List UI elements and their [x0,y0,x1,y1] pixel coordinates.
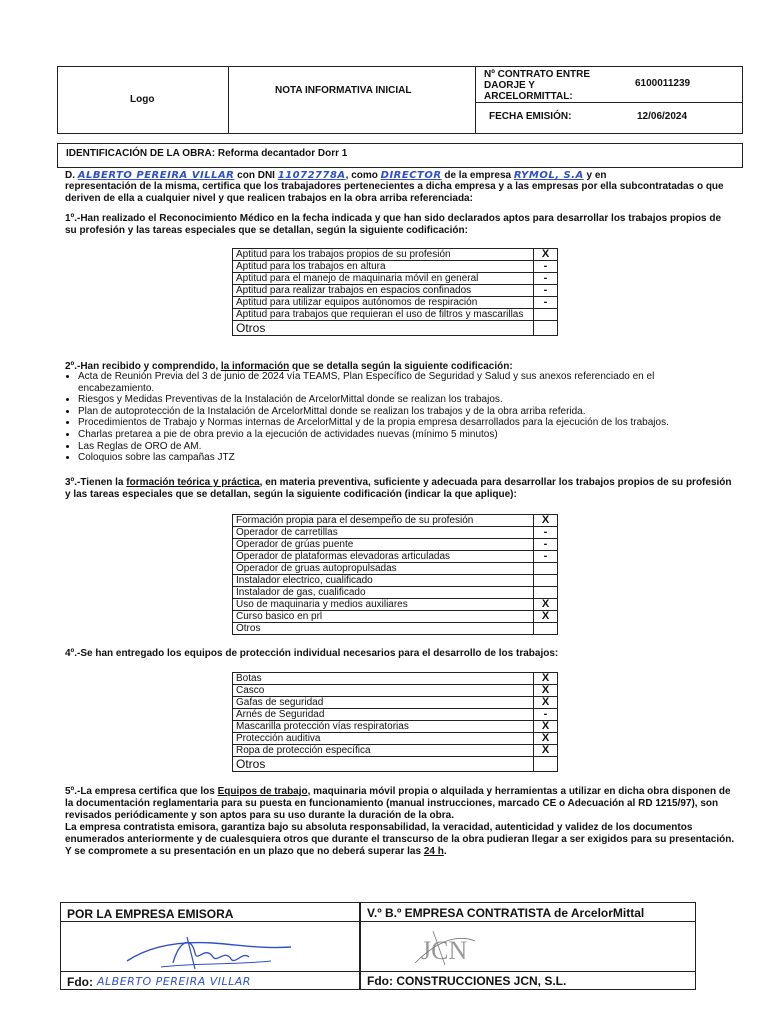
training-label: Curso basico en prl [233,611,534,623]
ppe-row [233,697,558,709]
training-row [233,551,558,563]
medical-aptitude-label: Aptitud para el manejo de maquinaria móvil en general [233,273,534,285]
ppe-mark: X [534,745,558,757]
medical-aptitude-label: Aptitud para los trabajos en altura [233,261,534,273]
training-mark: X [534,599,558,611]
intro-text: representación de la misma, certifica que los trabajadores pertenecientes a dicha empresa y a las empresas por ella subcontratadas o que deriven de ella a cualquier nivel y que realicen trabajos en la obra arriba referenciada: [65,181,724,204]
training-row [233,515,558,527]
medical-aptitude-label: Aptitud para los trabajos propios de su profesión [233,249,534,261]
information-list-item: • Plan de autoprotección de la Instalación de ArcelorMittal donde se realizan los trabajos y de la obra arriba referida. [78,406,733,418]
medical-aptitude-label: Aptitud para utilizar equipos autónomos de respiración [233,297,534,309]
date-value: 12/06/2024 [637,111,688,122]
training-mark: - [534,527,558,539]
section-5-paragraph-2 [65,822,737,858]
ppe-row [233,733,558,745]
company-stamp [405,923,485,971]
signature-box-right [360,902,696,990]
ppe-label: Mascarilla protección vías respiratorias [233,721,534,733]
medical-aptitude-mark: - [534,261,558,273]
signature-box-left [60,902,360,990]
training-row [233,575,558,587]
issuing-company-title: POR LA EMPRESA EMISORA [67,907,234,921]
training-row [233,539,558,551]
contract-label: Nº CONTRATO ENTRE DAORJE Y ARCELORMITTAL: [484,69,591,102]
training-label: Operador de carretillas [233,527,534,539]
training-row [233,563,558,575]
ppe-label: Gafas de seguridad [233,697,534,709]
training-label: Operador de grúas puente [233,539,534,551]
section-3-title [65,477,737,501]
medical-aptitude-table [232,248,558,336]
section-3-title-b: , en materia preventiva, suficiente y adecuada para desarrollar los trabajos propios de su profesión y las tareas especiales que se detallan, según la siguiente codificación (indicar la que aplique): [65,477,732,500]
medical-aptitude-row [233,309,558,321]
medical-aptitude-mark: - [534,297,558,309]
section-5-p2-b: . [443,846,447,857]
information-list-item: • Procedimientos de Trabajo y Normas internas de ArcelorMittal y de la propia empresa desarrollados para la ejecución de los trabajos. [78,417,733,429]
training-mark [534,575,558,587]
section-3-title-a: 3º.-Tienen la [65,477,124,488]
section-2-title-underlined: la información [220,361,290,372]
intro-como: , como [345,170,378,181]
section-4-title: 4º.-Se han entregado los equipos de protección individual necesarios para el desarrollo de los trabajos: [65,648,559,659]
information-list-item: • Acta de Reunión Previa del 3 de junio de 2024 vía TEAMS, Plan Específico de Seguridad y Salud y sus anexos referenciado en el encabezamiento. [78,371,733,394]
training-label: Operador de plataformas elevadoras articuladas [233,551,534,563]
date-label: FECHA EMISIÓN: [489,111,572,122]
logo: Logo [130,94,155,105]
training-label: Formación propia para el desempeño de su profesión [233,515,534,527]
section-5-p1-a: 5º.-La empresa certifica que los [65,786,215,797]
section-5-p1-b: , maquinaria móvil propia o alquilada y herramientas a utilizar en dicha obra disponen de la documentación reglamentaria para su puesta en funcionamiento (manual instrucciones, marcado CE o Adecuación al RD 1215/97), son revisados periódicamente y son aptos para su uso durante la duración de la obra. [65,786,731,821]
training-label: Operador de gruas autopropulsadas [233,563,534,575]
medical-aptitude-label: Aptitud para realizar trabajos en espacios confinados [233,285,534,297]
training-row [233,599,558,611]
ppe-label: Otros [233,757,534,772]
training-mark [534,587,558,599]
training-label: Uso de maquinaria y medios auxiliares [233,599,534,611]
ppe-row [233,685,558,697]
training-mark: X [534,611,558,623]
signature-left [121,923,301,973]
header-logo-cell [57,66,229,134]
ppe-row [233,721,558,733]
section-2-title-b: que se detalla según la siguiente codificación: [292,361,513,372]
medical-aptitude-row [233,321,558,336]
intro-y-en: y en [586,170,607,181]
section-5-p2-underlined: 24 h [423,846,444,857]
ppe-label: Protección auditiva [233,733,534,745]
left-fdo-label: Fdo: [67,975,93,989]
ppe-mark [534,757,558,772]
medical-aptitude-mark: - [534,273,558,285]
ppe-label: Arnés de Seguridad [233,709,534,721]
contractor-approval-title: V.º B.º EMPRESA CONTRATISTA de ArcelorMittal [367,906,645,920]
training-mark: - [534,539,558,551]
section-5-p2-a: La empresa contratista emisora, garantiza bajo su absoluta responsabilidad, la veracidad, autenticidad y validez de los documentos enumerados anteriormente y de cualesquiera otros que durante el transcurso de la obra pudieran llegar a ser exigidos para su presentación. Y se compromete a su presentación en un plazo que no deberá superar las [65,822,735,857]
worker-dni: 11072778A [277,170,346,181]
ppe-mark: X [534,685,558,697]
training-row [233,587,558,599]
medical-aptitude-mark: X [534,249,558,261]
intro-con-dni: con DNI [237,170,275,181]
medical-aptitude-row [233,261,558,273]
ppe-label: Ropa de protección específica [233,745,534,757]
header-date-cell [475,102,743,134]
intro-d: D. [65,170,75,181]
ppe-mark: X [534,721,558,733]
information-list-item: • Coloquios sobre las campañas JTZ [78,452,733,464]
ppe-mark: X [534,733,558,745]
training-row [233,611,558,623]
stamp-text: JCN [421,936,468,965]
ppe-mark: X [534,697,558,709]
training-row [233,527,558,539]
obra-identification: IDENTIFICACIÓN DE LA OBRA: Reforma decantador Dorr 1 [66,148,348,159]
medical-aptitude-row [233,297,558,309]
information-list-item: • Las Reglas de ORO de AM. [78,441,733,453]
training-label: Instalador de gas, cualificado [233,587,534,599]
section-1-title: 1º.-Han realizado el Reconocimiento Médico en la fecha indicada y que han sido declarados aptos para desarrollar los trabajos propios de su profesión y las tareas especiales que se detallan, según la siguiente codificación: [65,213,722,236]
ppe-label: Casco [233,685,534,697]
information-list [65,371,733,464]
medical-aptitude-row [233,273,558,285]
training-mark [534,563,558,575]
medical-aptitude-mark [534,309,558,321]
section-3-title-underlined: formación teórica y práctica [126,477,260,488]
contract-number: 6100011239 [635,78,691,89]
medical-aptitude-mark: - [534,285,558,297]
company-name: RYMOL, S.A [513,170,584,181]
ppe-label: Botas [233,673,534,685]
training-label: Otros [233,623,534,635]
ppe-mark: - [534,709,558,721]
medical-aptitude-row [233,249,558,261]
medical-aptitude-label: Otros [233,321,534,336]
header-title-cell [228,66,476,134]
training-label: Instalador electrico, cualificado [233,575,534,587]
training-row [233,623,558,635]
ppe-table [232,672,558,772]
medical-aptitude-mark [534,321,558,336]
training-mark: X [534,515,558,527]
worker-position: DIRECTOR [380,170,442,181]
training-mark [534,623,558,635]
section-5-p1-underlined: Equipos de trabajo [217,786,308,797]
ppe-row [233,673,558,685]
ppe-row [233,709,558,721]
information-list-item: • Riesgos y Medidas Preventivas de la Instalación de ArcelorMittal donde se realizan los trabajos. [78,394,733,406]
training-table [232,514,558,635]
document-title: NOTA INFORMATIVA INICIAL [275,85,412,96]
ppe-mark: X [534,673,558,685]
medical-aptitude-label: Aptitud para trabajos que requieran el uso de filtros y mascarillas [233,309,534,321]
left-signer-name: ALBERTO PEREIRA VILLAR [97,975,251,988]
training-mark: - [534,551,558,563]
section-5-paragraph-1 [65,786,737,822]
ppe-row [233,757,558,772]
obra-box [57,143,743,168]
header-contract-cell [475,66,743,103]
section-2-title-a: 2º.-Han recibido y comprendido, [65,361,219,372]
medical-aptitude-row [233,285,558,297]
worker-name: ALBERTO PEREIRA VILLAR [77,170,235,181]
intro-empresa-label: de la empresa [444,170,512,181]
information-list-item: • Charlas pretarea a pie de obra previo a la ejecución de actividades nuevas (mínimo 5 minutos) [78,429,733,441]
right-fdo-label: Fdo: CONSTRUCCIONES JCN, S.L. [367,974,567,988]
ppe-row [233,745,558,757]
